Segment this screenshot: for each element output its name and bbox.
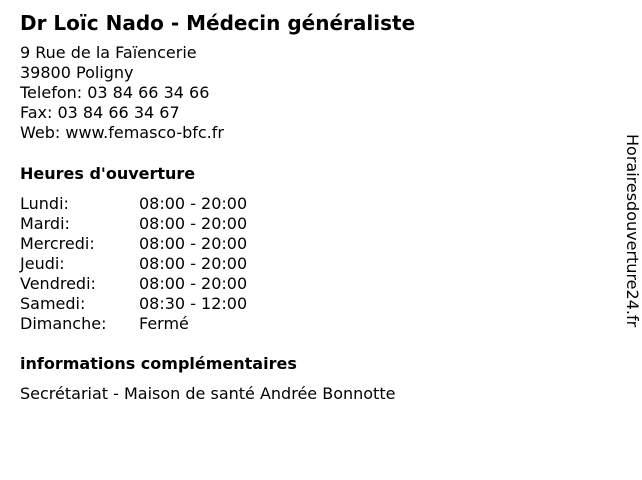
website: Web: www.femasco-bfc.fr — [20, 123, 224, 142]
hours-row — [20, 294, 247, 314]
contact-details — [20, 43, 224, 143]
day-label: Samedi: — [20, 294, 86, 313]
day-label: Mercredi: — [20, 234, 95, 253]
day-label: Lundi: — [20, 194, 69, 213]
day-label: Mardi: — [20, 214, 70, 233]
hours-heading: Heures d'ouverture — [20, 164, 196, 183]
hours-value: Fermé — [139, 314, 189, 333]
hours-value: 08:00 - 20:00 — [139, 194, 248, 213]
phone-number: Telefon: 03 84 66 34 66 — [20, 83, 210, 102]
brand-watermark: Horairesdouverture24.fr — [623, 134, 642, 328]
day-label: Dimanche: — [20, 314, 107, 333]
hours-value: 08:00 - 20:00 — [139, 274, 248, 293]
page-title: Dr Loïc Nado - Médecin généraliste — [20, 11, 416, 35]
info-text: Secrétariat - Maison de santé Andrée Bonnotte — [20, 384, 396, 403]
hours-row — [20, 214, 247, 234]
hours-row — [20, 274, 247, 294]
city-address: 39800 Poligny — [20, 63, 134, 82]
street-address: 9 Rue de la Faïencerie — [20, 43, 197, 62]
hours-row — [20, 314, 247, 334]
fax-number: Fax: 03 84 66 34 67 — [20, 103, 180, 122]
hours-value: 08:00 - 20:00 — [139, 234, 248, 253]
hours-row — [20, 254, 247, 274]
hours-value: 08:30 - 12:00 — [139, 294, 248, 313]
hours-table — [20, 194, 247, 334]
day-label: Jeudi: — [20, 254, 65, 273]
hours-value: 08:00 - 20:00 — [139, 214, 248, 233]
hours-row — [20, 194, 247, 214]
day-label: Vendredi: — [20, 274, 96, 293]
info-heading: informations complémentaires — [20, 354, 297, 373]
hours-value: 08:00 - 20:00 — [139, 254, 248, 273]
hours-row — [20, 234, 247, 254]
